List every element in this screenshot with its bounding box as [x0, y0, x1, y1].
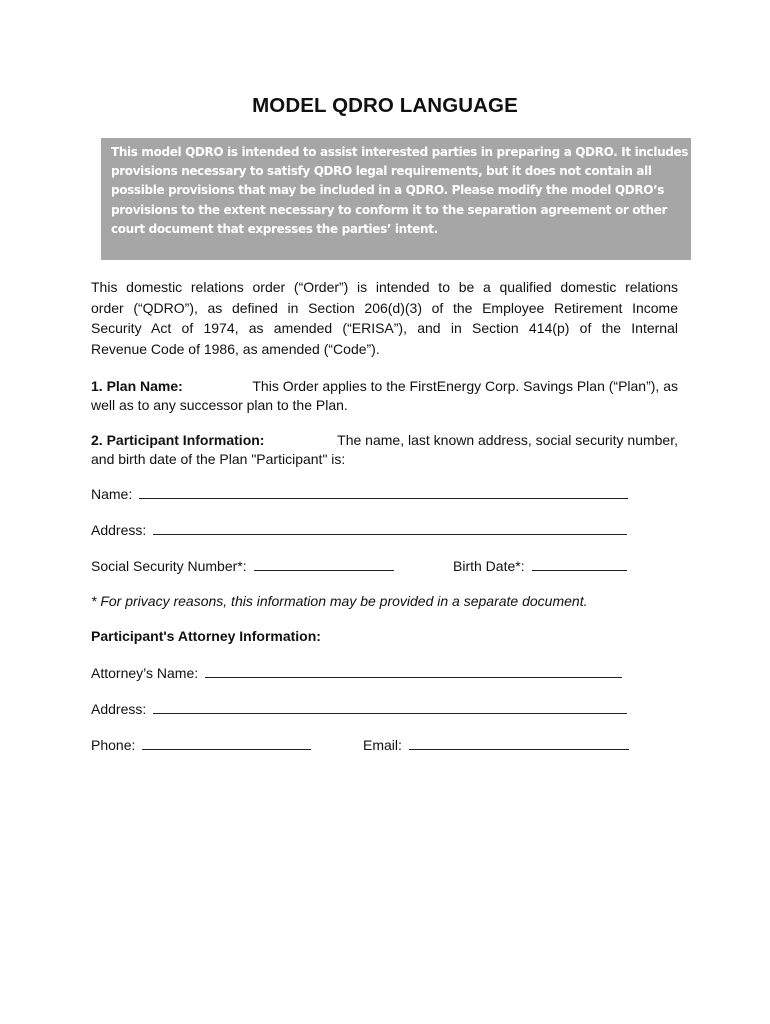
section-participant-information — [91, 431, 678, 468]
participant-address-field — [91, 520, 627, 539]
notice-line: court document that expresses the parties’ intent. — [111, 221, 438, 236]
attorney-name-field — [91, 663, 622, 682]
participant-name-field — [91, 484, 628, 503]
attorney-address-field — [91, 699, 627, 718]
intro-line: This domestic relations order (“Order”) is intended to be a qualified domestic relations — [91, 279, 678, 295]
section-participant-first-line — [91, 431, 678, 450]
intro-paragraph — [91, 277, 678, 359]
attorney-name-blank[interactable] — [205, 663, 622, 678]
intro-line: Security Act of 1974, as amended (“ERISA”), and in Section 414(p) of the Internal — [91, 320, 678, 337]
participant-birth-date-field — [453, 556, 627, 575]
attorney-email-field — [363, 735, 629, 754]
participant-address-label: Address: — [91, 522, 147, 538]
section-text: This Order applies to the FirstEnergy Corp. Savings Plan (“Plan”), as — [252, 378, 678, 394]
notice-line: provisions to the extent necessary to conform it to the separation agreement or other — [111, 202, 668, 217]
participant-birth-date-blank[interactable] — [532, 556, 627, 571]
attorney-heading: Participant's Attorney Information: — [91, 628, 321, 644]
model-notice-box — [101, 138, 691, 260]
intro-line: Revenue Code of 1986, as amended (“Code”). — [91, 340, 380, 357]
notice-line: This model QDRO is intended to assist interested parties in preparing a QDRO. It includes — [111, 145, 689, 159]
attorney-phone-blank[interactable] — [142, 735, 311, 750]
participant-birth-date-label: Birth Date*: — [453, 558, 525, 574]
section-plan-name — [91, 377, 678, 414]
notice-line: provisions necessary to satisfy QDRO legal requirements, but it does not contain all — [111, 164, 652, 179]
section-text: The name, last known address, social security number, — [337, 432, 678, 448]
attorney-phone-field — [91, 735, 311, 754]
participant-ssn-field — [91, 556, 394, 575]
privacy-note: * For privacy reasons, this information may be provided in a separate document. — [91, 593, 588, 609]
attorney-email-label: Email: — [363, 737, 402, 753]
participant-name-blank[interactable] — [139, 484, 628, 499]
participant-name-label: Name: — [91, 486, 133, 502]
attorney-email-blank[interactable] — [409, 735, 629, 750]
intro-line: order (“QDRO”), as defined in Section 206(d)(3) of the Employee Retirement Income — [91, 299, 678, 316]
section-heading: 1. Plan Name: — [91, 378, 183, 394]
notice-line: possible provisions that may be included in a QDRO. Please modify the model QDRO’s — [111, 183, 665, 198]
participant-ssn-label: Social Security Number*: — [91, 558, 247, 574]
participant-address-blank[interactable] — [153, 520, 627, 535]
attorney-address-blank[interactable] — [153, 699, 627, 714]
attorney-phone-label: Phone: — [91, 737, 136, 753]
section-heading: 2. Participant Information: — [91, 432, 265, 448]
attorney-name-label: Attorney’s Name: — [91, 665, 199, 681]
section-text-continued: and birth date of the Plan "Participant" is: — [91, 450, 346, 467]
attorney-address-label: Address: — [91, 701, 147, 717]
section-plan-name-first-line — [91, 377, 678, 396]
page-title: MODEL QDRO LANGUAGE — [252, 94, 518, 117]
participant-ssn-blank[interactable] — [254, 556, 394, 571]
section-text-continued: well as to any successor plan to the Plan. — [91, 396, 348, 413]
